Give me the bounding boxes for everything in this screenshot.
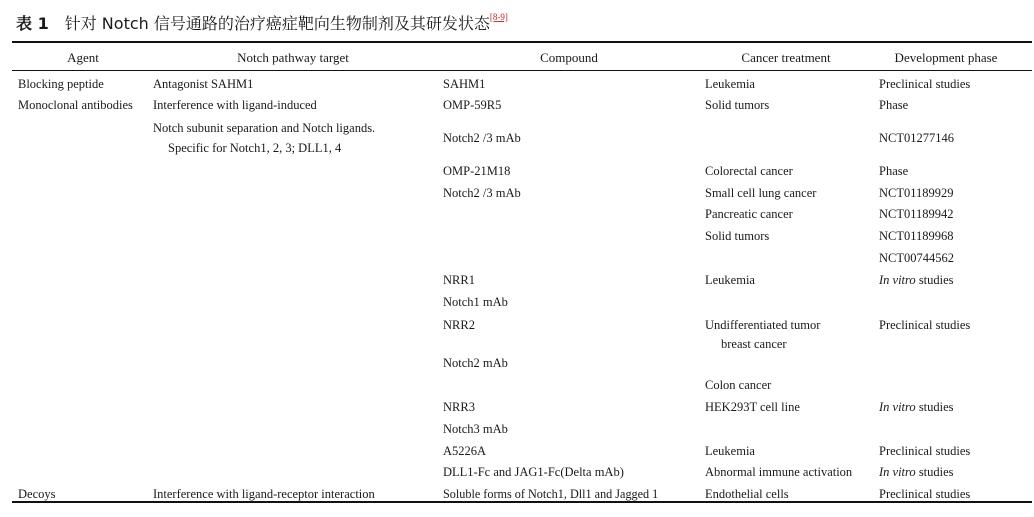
cell-compound: A5226A [443, 444, 487, 458]
cell-phase: In vitro studies [879, 400, 954, 414]
table-title: 针对 Notch 信号通路的治疗癌症靶向生物制剂及其研发状态 [64, 14, 490, 33]
cell-phase: Preclinical studies [879, 77, 971, 91]
cell-compound: NRR2 [443, 318, 475, 332]
cell-target: Notch subunit separation and Notch ligands. [153, 121, 376, 135]
cell-cancer: Leukemia [705, 273, 755, 287]
cell-phase: Phase [879, 98, 909, 112]
cell-compound: Notch3 mAb [443, 422, 508, 436]
header-agent: Agent [67, 50, 99, 65]
cell-cancer: Solid tumors [705, 229, 770, 243]
header-phase: Development phase [894, 50, 998, 65]
citation-ref[interactable]: [8-9] [489, 11, 508, 22]
cell-target: Antagonist SAHM1 [153, 77, 254, 91]
cell-phase: Preclinical studies [879, 318, 971, 332]
cell-compound: OMP-59R5 [443, 98, 502, 112]
cell-agent: Monoclonal antibodies [18, 98, 133, 112]
cell-agent: Decoys [18, 487, 56, 501]
top-rule [12, 41, 1032, 43]
cell-target: Interference with ligand-receptor interaction [153, 487, 375, 501]
cell-compound: DLL1-Fc and JAG1-Fc(Delta mAb) [443, 465, 624, 479]
cell-cancer: Colorectal cancer [705, 164, 793, 178]
cell-phase: NCT00744562 [879, 251, 954, 265]
cell-phase: NCT01189942 [879, 207, 954, 221]
cell-phase: In vitro studies [879, 465, 954, 479]
cell-cancer: Solid tumors [705, 98, 770, 112]
cell-cancer: Small cell lung cancer [705, 186, 817, 200]
cell-cancer: HEK293T cell line [705, 400, 800, 414]
table-label: 表 1 [16, 14, 49, 33]
cell-phase: NCT01189929 [879, 186, 954, 200]
cell-phase: NCT01189968 [879, 229, 954, 243]
cell-cancer: Leukemia [705, 444, 755, 458]
cell-phase: Phase [879, 164, 909, 178]
cell-compound: Notch2 mAb [443, 356, 508, 370]
cell-cancer: Leukemia [705, 77, 755, 91]
cell-phase: NCT01277146 [879, 131, 954, 145]
cell-cancer: Undifferentiated tumor [705, 318, 821, 332]
cell-target: Specific for Notch1, 2, 3; DLL1, 4 [168, 141, 342, 155]
cell-compound: NRR1 [443, 273, 475, 287]
header-compound: Compound [540, 50, 598, 65]
cell-cancer: Abnormal immune activation [705, 465, 853, 479]
cell-compound: OMP-21M18 [443, 164, 511, 178]
cell-compound: Notch1 mAb [443, 295, 508, 309]
cell-compound: Soluble forms of Notch1, Dll1 and Jagged 1 [443, 487, 659, 501]
cell-cancer: Endothelial cells [705, 487, 789, 501]
cell-compound: NRR3 [443, 400, 475, 414]
cell-phase: Preclinical studies [879, 487, 971, 501]
cell-cancer: Pancreatic cancer [705, 207, 793, 221]
cell-target: Interference with ligand-induced [153, 98, 317, 112]
header-cancer: Cancer treatment [741, 50, 831, 65]
cell-cancer: Colon cancer [705, 378, 772, 392]
header-target: Notch pathway target [237, 50, 349, 65]
cell-cancer: breast cancer [721, 337, 787, 351]
cell-compound: Notch2 /3 mAb [443, 186, 521, 200]
cell-phase: Preclinical studies [879, 444, 971, 458]
cell-agent: Blocking peptide [18, 77, 104, 91]
header-rule [12, 70, 1032, 71]
cell-compound: Notch2 /3 mAb [443, 131, 521, 145]
table-caption [16, 11, 508, 34]
cell-compound: SAHM1 [443, 77, 486, 91]
cell-phase: In vitro studies [879, 273, 954, 287]
